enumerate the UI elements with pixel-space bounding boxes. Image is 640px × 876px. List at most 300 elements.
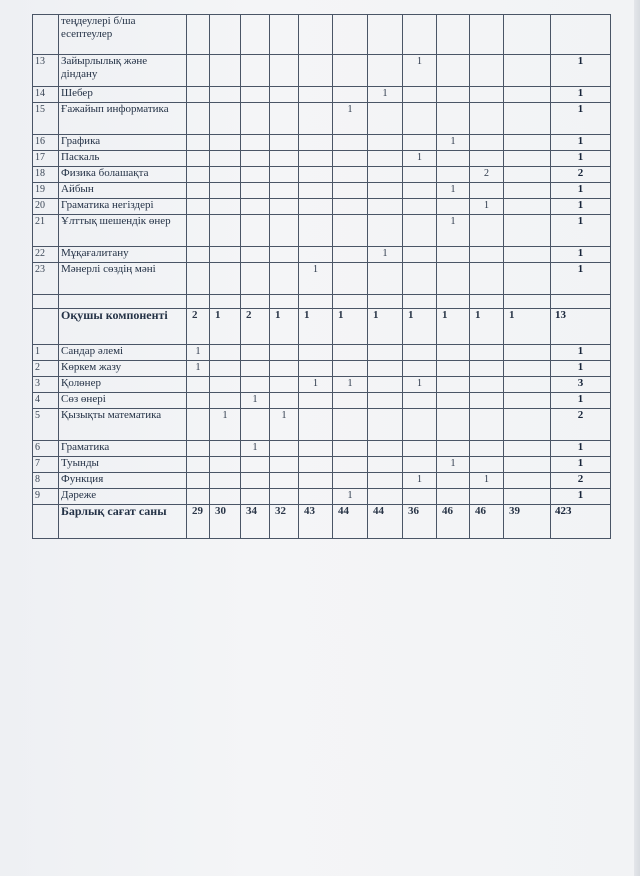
grade-hours-cell: 44 <box>333 505 368 539</box>
grade-hours-cell <box>270 473 299 489</box>
table-row <box>33 215 611 247</box>
grade-hours-cell <box>270 295 299 309</box>
grade-hours-cell <box>470 441 504 457</box>
grade-hours-cell: 46 <box>470 505 504 539</box>
grade-hours-cell <box>299 55 333 87</box>
total-cell: 1 <box>551 247 611 263</box>
grade-hours-cell <box>504 345 551 361</box>
grade-hours-cell <box>470 183 504 199</box>
grade-hours-cell <box>403 135 437 151</box>
grade-hours-cell <box>187 473 210 489</box>
total-cell: 1 <box>551 183 611 199</box>
grade-hours-cell <box>470 361 504 377</box>
grade-hours-cell <box>403 457 437 473</box>
subject-name: Функция <box>59 473 187 489</box>
subject-name: Туынды <box>59 457 187 473</box>
grade-hours-cell: 39 <box>504 505 551 539</box>
grade-hours-cell <box>299 361 333 377</box>
grade-hours-cell <box>333 345 368 361</box>
grade-hours-cell <box>210 151 241 167</box>
grade-hours-cell <box>299 409 333 441</box>
total-cell: 1 <box>551 151 611 167</box>
row-number: 14 <box>33 87 59 103</box>
grade-hours-cell <box>210 361 241 377</box>
grade-hours-cell <box>504 361 551 377</box>
table-row <box>33 167 611 183</box>
grade-hours-cell <box>403 215 437 247</box>
row-number: 4 <box>33 393 59 409</box>
table-row <box>33 409 611 441</box>
grade-hours-cell <box>270 15 299 55</box>
grade-hours-cell: 1 <box>368 309 403 345</box>
grade-hours-cell <box>241 361 270 377</box>
grade-hours-cell <box>470 489 504 505</box>
grade-hours-cell <box>333 15 368 55</box>
grade-hours-cell: 1 <box>368 87 403 103</box>
table-row <box>33 55 611 87</box>
grade-hours-cell <box>210 87 241 103</box>
subject-name: Ұлттық шешендік өнер <box>59 215 187 247</box>
grade-hours-cell <box>403 489 437 505</box>
subject-name: теңдеулері б/ша есептеулер <box>59 15 187 55</box>
grade-hours-cell <box>270 263 299 295</box>
grade-hours-cell <box>187 15 210 55</box>
grade-hours-cell <box>210 473 241 489</box>
grade-hours-cell <box>504 135 551 151</box>
total-cell: 1 <box>551 393 611 409</box>
grade-hours-cell <box>187 183 210 199</box>
subject-name: Шебер <box>59 87 187 103</box>
table-row <box>33 199 611 215</box>
grade-hours-cell <box>299 151 333 167</box>
grade-hours-cell <box>299 87 333 103</box>
grade-hours-cell <box>368 393 403 409</box>
row-number: 21 <box>33 215 59 247</box>
row-number: 2 <box>33 361 59 377</box>
table-row <box>33 263 611 295</box>
grade-hours-cell <box>210 489 241 505</box>
grade-hours-cell: 44 <box>368 505 403 539</box>
grade-hours-cell <box>470 345 504 361</box>
subject-name: Оқушы компоненті <box>59 309 187 345</box>
grade-hours-cell <box>333 151 368 167</box>
total-cell: 1 <box>551 87 611 103</box>
grade-hours-cell <box>241 55 270 87</box>
grade-hours-cell <box>437 151 470 167</box>
grade-hours-cell <box>437 247 470 263</box>
grade-hours-cell <box>470 377 504 393</box>
grade-hours-cell <box>437 199 470 215</box>
grade-hours-cell <box>368 55 403 87</box>
grade-hours-cell: 1 <box>333 489 368 505</box>
subject-name: Мәнерлі сөздің мәні <box>59 263 187 295</box>
grade-hours-cell <box>333 135 368 151</box>
row-number: 9 <box>33 489 59 505</box>
grade-hours-cell <box>368 345 403 361</box>
total-cell: 1 <box>551 361 611 377</box>
row-number: 3 <box>33 377 59 393</box>
grade-hours-cell <box>210 183 241 199</box>
grade-hours-cell: 1 <box>437 309 470 345</box>
table-row <box>33 457 611 473</box>
grade-hours-cell <box>270 167 299 183</box>
total-cell: 3 <box>551 377 611 393</box>
grade-hours-cell: 2 <box>470 167 504 183</box>
grade-hours-cell: 46 <box>437 505 470 539</box>
grade-hours-cell <box>187 409 210 441</box>
grade-hours-cell <box>299 215 333 247</box>
table-row <box>33 103 611 135</box>
grade-hours-cell: 1 <box>241 393 270 409</box>
grade-hours-cell <box>403 263 437 295</box>
grade-hours-cell <box>333 55 368 87</box>
subject-name: Көркем жазу <box>59 361 187 377</box>
subject-name: Зайырлылық және діндану <box>59 55 187 87</box>
grade-hours-cell <box>504 377 551 393</box>
grade-hours-cell <box>437 263 470 295</box>
grade-hours-cell: 1 <box>210 409 241 441</box>
grade-hours-cell <box>504 295 551 309</box>
grade-hours-cell: 2 <box>241 309 270 345</box>
grade-hours-cell: 36 <box>403 505 437 539</box>
grade-hours-cell <box>270 103 299 135</box>
grade-hours-cell <box>241 167 270 183</box>
total-cell: 2 <box>551 409 611 441</box>
grade-hours-cell: 1 <box>333 309 368 345</box>
grade-hours-cell <box>333 295 368 309</box>
row-number: 7 <box>33 457 59 473</box>
grade-hours-cell <box>210 377 241 393</box>
grade-hours-cell <box>470 103 504 135</box>
page-edge <box>634 0 640 876</box>
grade-hours-cell: 1 <box>504 309 551 345</box>
grade-hours-cell <box>368 199 403 215</box>
grade-hours-cell <box>403 183 437 199</box>
grade-hours-cell <box>368 295 403 309</box>
grade-hours-cell <box>504 183 551 199</box>
grade-hours-cell <box>333 263 368 295</box>
grade-hours-cell <box>368 15 403 55</box>
grade-hours-cell <box>403 441 437 457</box>
grade-hours-cell <box>187 489 210 505</box>
grade-hours-cell <box>187 199 210 215</box>
grade-hours-cell <box>210 55 241 87</box>
grade-hours-cell <box>210 247 241 263</box>
grade-hours-cell <box>368 151 403 167</box>
subject-name: Сандар әлемі <box>59 345 187 361</box>
row-number <box>33 309 59 345</box>
row-number: 17 <box>33 151 59 167</box>
grade-hours-cell <box>470 87 504 103</box>
grade-hours-cell <box>368 135 403 151</box>
grade-hours-cell <box>437 103 470 135</box>
grade-hours-cell <box>333 441 368 457</box>
grade-hours-cell <box>210 167 241 183</box>
total-cell: 1 <box>551 55 611 87</box>
grade-hours-cell <box>504 87 551 103</box>
grade-hours-cell: 1 <box>368 247 403 263</box>
grade-hours-cell: 1 <box>333 377 368 393</box>
grade-hours-cell <box>210 393 241 409</box>
row-number: 1 <box>33 345 59 361</box>
grade-hours-cell <box>299 345 333 361</box>
grade-hours-cell <box>437 295 470 309</box>
row-number: 8 <box>33 473 59 489</box>
grade-hours-cell <box>270 135 299 151</box>
grade-hours-cell <box>504 409 551 441</box>
grade-hours-cell <box>241 15 270 55</box>
total-cell: 1 <box>551 215 611 247</box>
total-cell: 13 <box>551 309 611 345</box>
grade-hours-cell <box>437 473 470 489</box>
grade-hours-cell <box>270 441 299 457</box>
grade-hours-cell <box>368 409 403 441</box>
row-number: 13 <box>33 55 59 87</box>
grade-hours-cell: 1 <box>403 377 437 393</box>
grade-hours-cell <box>504 199 551 215</box>
table-row <box>33 247 611 263</box>
grade-hours-cell <box>470 393 504 409</box>
grade-hours-cell: 1 <box>210 309 241 345</box>
grade-hours-cell <box>299 183 333 199</box>
total-cell: 1 <box>551 441 611 457</box>
grade-hours-cell <box>437 167 470 183</box>
grade-hours-cell <box>210 345 241 361</box>
grade-hours-cell <box>333 167 368 183</box>
table-row <box>33 183 611 199</box>
grade-hours-cell <box>470 215 504 247</box>
grade-hours-cell <box>299 247 333 263</box>
total-cell: 2 <box>551 473 611 489</box>
total-cell: 1 <box>551 263 611 295</box>
grade-hours-cell <box>241 103 270 135</box>
grade-hours-cell <box>210 441 241 457</box>
grade-hours-cell: 2 <box>187 309 210 345</box>
grade-hours-cell <box>333 457 368 473</box>
grade-hours-cell: 1 <box>437 183 470 199</box>
grade-hours-cell <box>270 55 299 87</box>
grade-hours-cell: 1 <box>403 151 437 167</box>
grade-hours-cell <box>210 215 241 247</box>
grade-hours-cell <box>368 441 403 457</box>
grade-hours-cell <box>368 263 403 295</box>
grade-hours-cell <box>241 199 270 215</box>
grade-hours-cell: 1 <box>470 473 504 489</box>
grade-hours-cell <box>299 15 333 55</box>
subject-name: Граматика негіздері <box>59 199 187 215</box>
subject-name: Сөз өнері <box>59 393 187 409</box>
grade-hours-cell <box>504 247 551 263</box>
table-row <box>33 361 611 377</box>
total-cell: 1 <box>551 103 611 135</box>
grade-hours-cell: 1 <box>299 263 333 295</box>
grade-hours-cell: 1 <box>270 309 299 345</box>
grade-hours-cell <box>437 55 470 87</box>
grade-hours-cell <box>299 441 333 457</box>
grade-hours-cell <box>210 199 241 215</box>
grade-hours-cell <box>403 247 437 263</box>
grade-hours-cell <box>270 199 299 215</box>
grade-hours-cell <box>187 167 210 183</box>
row-number: 22 <box>33 247 59 263</box>
total-cell <box>551 15 611 55</box>
grade-hours-cell <box>270 183 299 199</box>
grade-hours-cell <box>241 409 270 441</box>
subject-name: Физика болашақта <box>59 167 187 183</box>
table-row <box>33 505 611 539</box>
grade-hours-cell <box>333 215 368 247</box>
row-number: 19 <box>33 183 59 199</box>
total-cell: 2 <box>551 167 611 183</box>
grade-hours-cell <box>270 393 299 409</box>
grade-hours-cell <box>368 457 403 473</box>
table-row <box>33 377 611 393</box>
grade-hours-cell <box>333 87 368 103</box>
grade-hours-cell <box>241 295 270 309</box>
grade-hours-cell <box>504 263 551 295</box>
grade-hours-cell <box>470 263 504 295</box>
grade-hours-cell <box>210 263 241 295</box>
grade-hours-cell <box>368 377 403 393</box>
grade-hours-cell <box>241 473 270 489</box>
total-cell: 1 <box>551 489 611 505</box>
grade-hours-cell <box>368 473 403 489</box>
grade-hours-cell: 1 <box>470 199 504 215</box>
grade-hours-cell <box>333 361 368 377</box>
total-cell <box>551 295 611 309</box>
grade-hours-cell <box>187 263 210 295</box>
grade-hours-cell <box>299 135 333 151</box>
grade-hours-cell <box>403 295 437 309</box>
grade-hours-cell <box>187 151 210 167</box>
grade-hours-cell <box>187 441 210 457</box>
grade-hours-cell <box>504 473 551 489</box>
grade-hours-cell <box>403 345 437 361</box>
total-cell: 1 <box>551 457 611 473</box>
subject-name: Паскаль <box>59 151 187 167</box>
grade-hours-cell <box>333 183 368 199</box>
row-number: 5 <box>33 409 59 441</box>
grade-hours-cell: 1 <box>437 215 470 247</box>
grade-hours-cell <box>504 103 551 135</box>
grade-hours-cell <box>299 393 333 409</box>
grade-hours-cell: 1 <box>437 135 470 151</box>
table-row <box>33 489 611 505</box>
grade-hours-cell <box>333 199 368 215</box>
row-number: 16 <box>33 135 59 151</box>
grade-hours-cell <box>299 295 333 309</box>
grade-hours-cell: 30 <box>210 505 241 539</box>
grade-hours-cell <box>241 135 270 151</box>
grade-hours-cell <box>437 361 470 377</box>
table-row <box>33 441 611 457</box>
grade-hours-cell <box>241 457 270 473</box>
grade-hours-cell: 1 <box>241 441 270 457</box>
grade-hours-cell <box>270 87 299 103</box>
grade-hours-cell <box>210 295 241 309</box>
grade-hours-cell <box>270 151 299 167</box>
subject-name: Қызықты математика <box>59 409 187 441</box>
grade-hours-cell <box>187 215 210 247</box>
grade-hours-cell: 1 <box>299 309 333 345</box>
grade-hours-cell <box>299 167 333 183</box>
grade-hours-cell <box>403 167 437 183</box>
grade-hours-cell <box>299 103 333 135</box>
grade-hours-cell: 1 <box>270 409 299 441</box>
grade-hours-cell <box>333 247 368 263</box>
grade-hours-cell <box>187 393 210 409</box>
grade-hours-cell <box>299 489 333 505</box>
grade-hours-cell <box>210 103 241 135</box>
grade-hours-cell <box>241 489 270 505</box>
row-number <box>33 15 59 55</box>
row-number: 20 <box>33 199 59 215</box>
grade-hours-cell <box>504 393 551 409</box>
grade-hours-cell <box>333 393 368 409</box>
total-cell: 1 <box>551 199 611 215</box>
grade-hours-cell <box>437 489 470 505</box>
row-number: 15 <box>33 103 59 135</box>
grade-hours-cell: 1 <box>187 361 210 377</box>
subject-name: Ғажайып информатика <box>59 103 187 135</box>
grade-hours-cell <box>437 345 470 361</box>
table-row <box>33 87 611 103</box>
subject-name: Граматика <box>59 441 187 457</box>
subject-name: Айбын <box>59 183 187 199</box>
total-cell: 1 <box>551 135 611 151</box>
grade-hours-cell <box>210 15 241 55</box>
grade-hours-cell <box>403 87 437 103</box>
grade-hours-cell <box>241 183 270 199</box>
grade-hours-cell <box>470 457 504 473</box>
grade-hours-cell <box>470 135 504 151</box>
table-row <box>33 309 611 345</box>
grade-hours-cell <box>241 263 270 295</box>
grade-hours-cell: 1 <box>403 473 437 489</box>
grade-hours-cell <box>504 489 551 505</box>
table-row <box>33 15 611 55</box>
grade-hours-cell <box>470 55 504 87</box>
grade-hours-cell <box>504 151 551 167</box>
grade-hours-cell <box>187 135 210 151</box>
grade-hours-cell: 1 <box>437 457 470 473</box>
grade-hours-cell <box>403 199 437 215</box>
grade-hours-cell <box>504 441 551 457</box>
grade-hours-cell <box>241 247 270 263</box>
table-row <box>33 473 611 489</box>
grade-hours-cell <box>210 135 241 151</box>
grade-hours-cell <box>299 457 333 473</box>
grade-hours-cell <box>187 295 210 309</box>
row-number <box>33 505 59 539</box>
grade-hours-cell <box>368 215 403 247</box>
grade-hours-cell <box>470 151 504 167</box>
grade-hours-cell <box>270 215 299 247</box>
grade-hours-cell <box>470 295 504 309</box>
curriculum-table <box>32 14 611 539</box>
table-row <box>33 135 611 151</box>
row-number: 23 <box>33 263 59 295</box>
grade-hours-cell <box>504 55 551 87</box>
grade-hours-cell <box>270 377 299 393</box>
subject-name: Мұқағалитану <box>59 247 187 263</box>
grade-hours-cell <box>299 473 333 489</box>
grade-hours-cell: 1 <box>470 309 504 345</box>
grade-hours-cell: 34 <box>241 505 270 539</box>
grade-hours-cell <box>470 409 504 441</box>
subject-name: Барлық сағат саны <box>59 505 187 539</box>
grade-hours-cell <box>470 247 504 263</box>
